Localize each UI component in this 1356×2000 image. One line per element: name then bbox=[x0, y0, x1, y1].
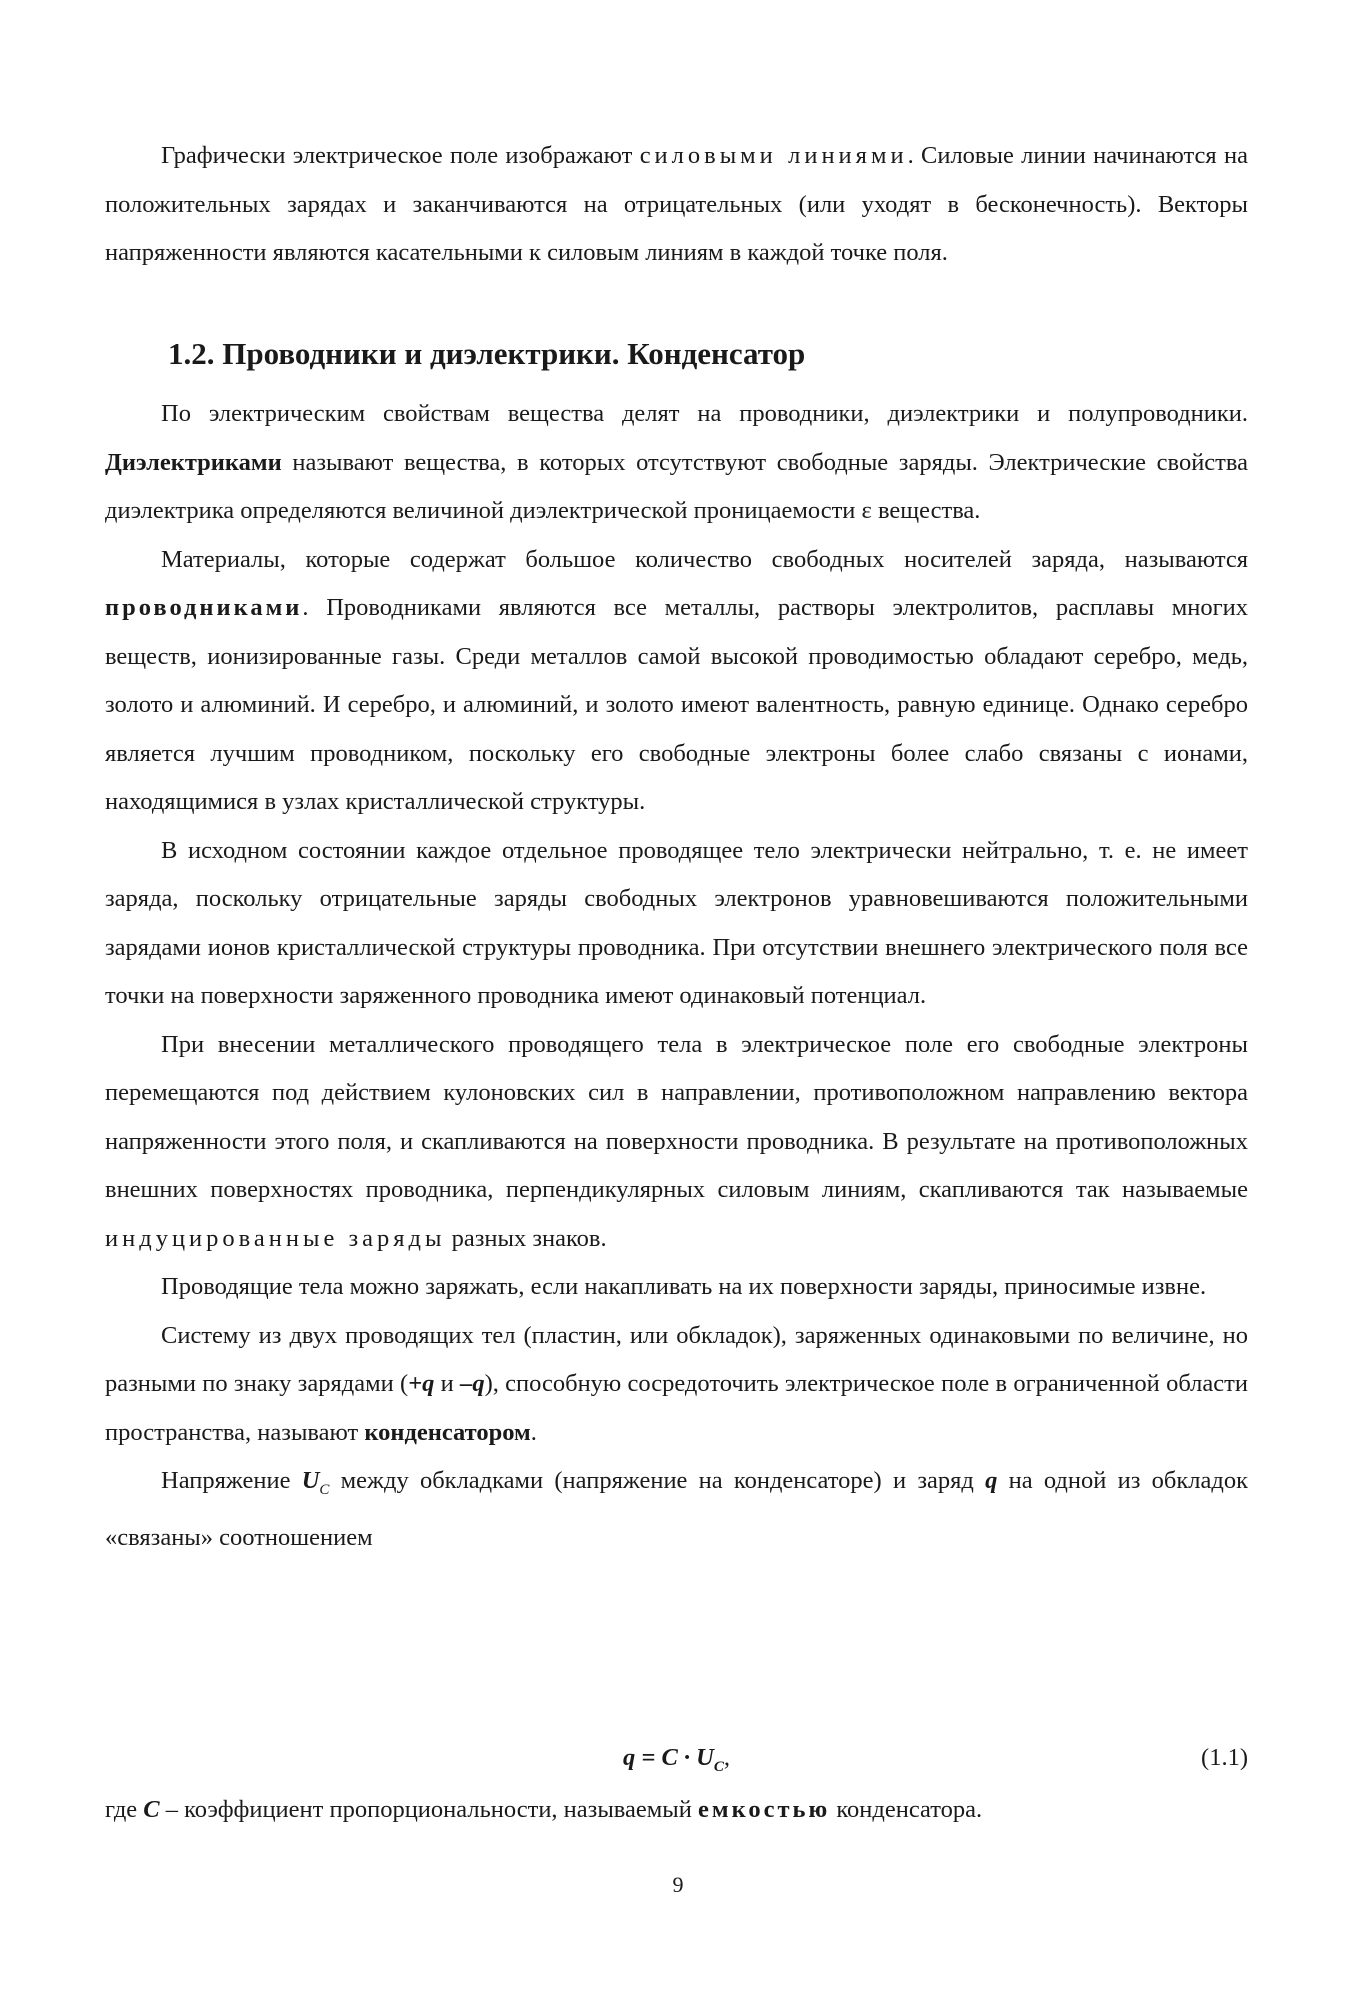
text-run: конденсатора. bbox=[830, 1796, 983, 1823]
text-run: и bbox=[434, 1370, 461, 1397]
text-run: разных знаков. bbox=[445, 1224, 607, 1252]
bold-spaced-term: емкостью bbox=[698, 1796, 831, 1823]
paragraph-capacitance bbox=[105, 1786, 1248, 1835]
body-text bbox=[105, 390, 1248, 1563]
equation-number: (1.1) bbox=[1201, 1744, 1248, 1771]
text-run: Графически электрическое поле изображают bbox=[161, 142, 640, 169]
paragraph-induced-charges bbox=[105, 1021, 1248, 1264]
bold-term: Диэлектриками bbox=[105, 448, 282, 476]
paragraph-voltage bbox=[105, 1457, 1248, 1563]
paragraph-capacitor bbox=[105, 1312, 1248, 1458]
math-symbol: +q bbox=[408, 1370, 435, 1397]
text-run: ), способную сосредоточить электрическое поле в ограниченной области пространства, называют bbox=[105, 1370, 1248, 1446]
paragraph-dielectrics bbox=[105, 390, 1248, 536]
text-run: – коэффициент пропорциональности, называемый bbox=[159, 1796, 699, 1823]
math-symbol: q bbox=[985, 1467, 998, 1494]
paragraph-conductors bbox=[105, 536, 1248, 827]
text-run: Напряжение bbox=[161, 1467, 302, 1494]
math-symbol: –q bbox=[460, 1370, 485, 1397]
paragraph-field-lines bbox=[105, 132, 1248, 278]
text-run: называют вещества, в которых отсутствуют свободные заряды. Электрические свойства диэлектрика определяются величиной диэлектрической проницаемости ε вещества. bbox=[105, 448, 1248, 524]
equation-subscript: C bbox=[713, 1758, 724, 1775]
text-run: . Силовые линии начинаются на положительных зарядах и заканчиваются на отрицательных (или уходят в бесконечность). Векторы напряженности являются касательными к силовым линиям в каждой точке поля. bbox=[105, 142, 1248, 266]
text-run: . bbox=[530, 1418, 537, 1446]
equation-body: q = C · U bbox=[622, 1744, 714, 1771]
equation-tail: , bbox=[723, 1744, 730, 1771]
section-heading: 1.2. Проводники и диэлектрики. Конденсатор bbox=[168, 336, 806, 371]
text-run: Материалы, которые содержат большое количество свободных носителей заряда, называются bbox=[161, 545, 1248, 573]
math-symbol: U bbox=[301, 1467, 320, 1494]
math-symbol: C bbox=[143, 1796, 160, 1823]
spaced-term: силовыми линиями bbox=[639, 142, 908, 169]
bold-spaced-term: проводниками bbox=[105, 594, 303, 621]
text-run: . Проводниками являются все металлы, растворы электролитов, расплавы многих веществ, ионизированные газы. Среди металлов самой высокой проводимостью обладают серебро, медь, золото и алюминий. И серебро, и алюминий, и золото имеют валентность, равную единице. Однако серебро является лучшим проводником, поскольку его свободные электроны более слабо связаны с ионами, находящимися в узлах кристаллической структуры. bbox=[105, 594, 1248, 815]
equation-row bbox=[105, 1734, 1248, 1782]
page-number: 9 bbox=[672, 1872, 684, 1897]
paragraph-charging: Проводящие тела можно заряжать, если накапливать на их поверхности заряды, приносимые извне. bbox=[161, 1273, 1207, 1300]
bold-term: конденсатором bbox=[364, 1418, 531, 1446]
text-run: между обкладками (напряжение на конденсаторе) и заряд bbox=[329, 1467, 986, 1494]
text-run: на одной из обкладок «связаны» соотношением bbox=[105, 1467, 1248, 1552]
paragraph-neutral-state: В исходном состоянии каждое отдельное проводящее тело электрически нейтрально, т. е. не имеет заряда, поскольку отрицательные заряды свободных электронов уравновешиваются положительными зарядами ионов кристаллической структуры проводника. При отсутствии внешнего электрического поля все точки на поверхности заряженного проводника имеют одинаковый потенциал. bbox=[105, 836, 1248, 1009]
equation bbox=[105, 1734, 1248, 1791]
math-subscript: C bbox=[319, 1481, 330, 1498]
text-run: По электрическим свойствам вещества делят на проводники, диэлектрики и полупроводники. bbox=[161, 400, 1248, 427]
text-run: При внесении металлического проводящего тела в электрическое поле его свободные электроны перемещаются под действием кулоновских сил в направлении, противоположном направлению вектора напряженности этого поля, и скапливаются на поверхности проводника. В результате на противоположных внешних поверхностях проводника, перпендикулярных силовым линиям, скапливаются так называемые bbox=[105, 1030, 1248, 1203]
text-run: где bbox=[105, 1796, 144, 1823]
spaced-term: индуцированные заряды bbox=[105, 1224, 446, 1252]
text-run: Систему из двух проводящих тел (пластин, или обкладок), заряженных одинаковыми по величине, но разными по знаку зарядами ( bbox=[105, 1321, 1248, 1397]
